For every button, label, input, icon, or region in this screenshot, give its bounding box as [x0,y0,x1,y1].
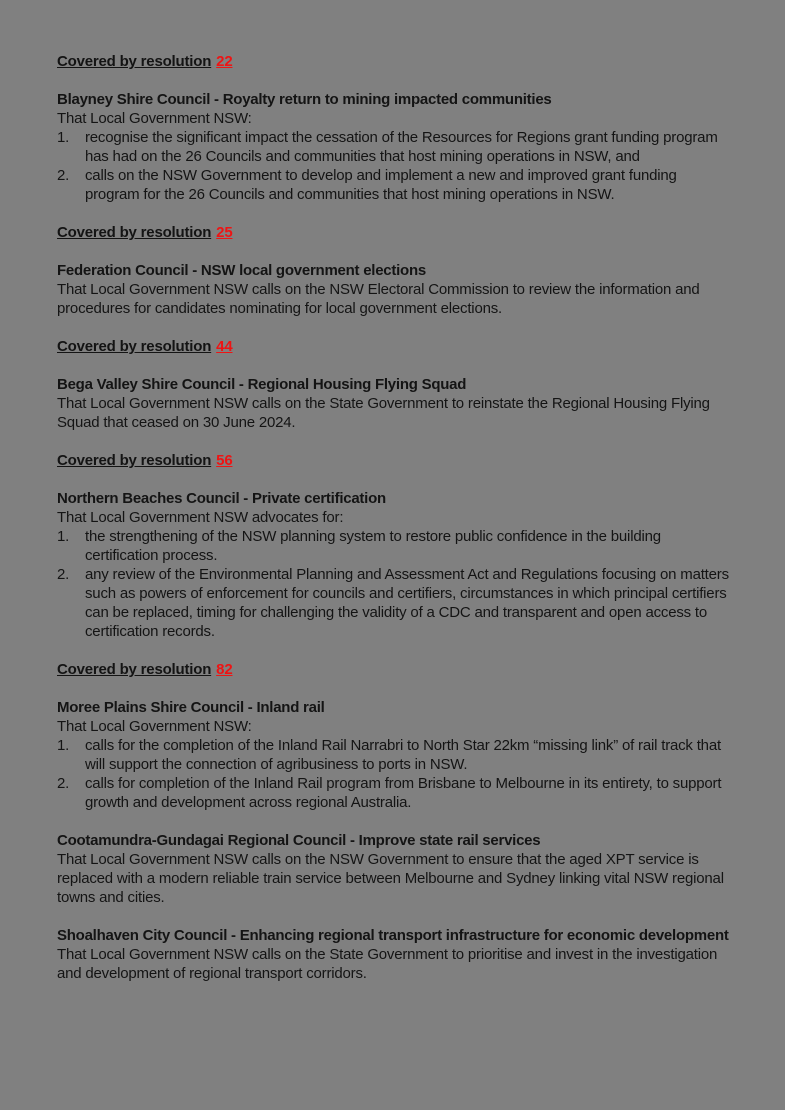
motion-heading: Shoalhaven City Council - Enhancing regional transport infrastructure for economic development [57,927,729,944]
motion-heading: Bega Valley Shire Council - Regional Housing Flying Squad [57,376,467,393]
motion-section [57,489,733,641]
motion-section [57,375,733,432]
list-item-text: the strengthening of the NSW planning system to restore public confidence in the building certification process. [85,528,661,564]
motion-paragraph: That Local Government NSW advocates for: [57,509,344,526]
list-item-number: 1. [57,737,70,754]
motion-section [57,261,733,318]
resolution-number-link: 82 [216,661,233,678]
list-item-number: 2. [57,167,70,184]
covered-by-resolution-link[interactable] [57,451,733,470]
list-item-text: recognise the significant impact the cessation of the Resources for Regions grant funding program has had on the 26 Councils and communities that host mining operations in NSW, and [85,129,718,165]
list-item-number: 1. [57,528,70,545]
resolution-link-label: Covered by resolution [57,53,212,70]
motion-list-item [57,565,733,641]
covered-by-resolution-link[interactable] [57,337,733,356]
resolution-number-link: 25 [216,224,233,241]
motion-section [57,831,733,907]
motion-paragraph: That Local Government NSW calls on the State Government to reinstate the Regional Housing Flying Squad that ceased on 30 June 2024. [57,395,710,431]
resolution-link-label: Covered by resolution [57,452,212,469]
motion-list-item [57,128,733,166]
motion-heading: Moree Plains Shire Council - Inland rail [57,699,325,716]
motion-list-item [57,736,733,774]
motion-list-item [57,166,733,204]
motion-paragraph: That Local Government NSW calls on the NSW Government to ensure that the aged XPT service is replaced with a modern reliable train service between Melbourne and Sydney linking vital NSW regional towns and cities. [57,851,724,906]
motion-section [57,698,733,812]
list-item-text: calls for completion of the Inland Rail program from Brisbane to Melbourne in its entirety, to support growth and development across regional Australia. [85,775,722,811]
motion-paragraph: That Local Government NSW calls on the State Government to prioritise and invest in the investigation and development of regional transport corridors. [57,946,718,982]
covered-by-resolution-link[interactable] [57,52,733,71]
resolution-number-link: 44 [216,338,233,355]
resolution-link-label: Covered by resolution [57,338,212,355]
motion-paragraph: That Local Government NSW calls on the NSW Electoral Commission to review the information and procedures for candidates nominating for local government elections. [57,281,700,317]
motion-heading: Northern Beaches Council - Private certification [57,490,386,507]
resolution-number-link: 56 [216,452,233,469]
covered-by-resolution-link[interactable] [57,223,733,242]
list-item-number: 2. [57,775,70,792]
list-item-number: 2. [57,566,70,583]
resolution-link-label: Covered by resolution [57,661,212,678]
motion-list-item [57,774,733,812]
motion-list-item [57,527,733,565]
list-item-text: any review of the Environmental Planning and Assessment Act and Regulations focusing on matters such as powers of enforcement for councils and certifiers, circumstances in which principal certifiers can be replaced, timing for challenging the validity of a CDC and transparent and open access to certification records. [85,566,729,640]
motion-paragraph: That Local Government NSW: [57,718,252,735]
list-item-number: 1. [57,129,70,146]
covered-by-resolution-link[interactable] [57,660,733,679]
list-item-text: calls on the NSW Government to develop and implement a new and improved grant funding program for the 26 Councils and communities that host mining operations in NSW. [85,167,677,203]
resolution-number-link: 22 [216,53,233,70]
motion-heading: Blayney Shire Council - Royalty return to mining impacted communities [57,91,552,108]
motion-heading: Cootamundra-Gundagai Regional Council - Improve state rail services [57,832,541,849]
motion-paragraph: That Local Government NSW: [57,110,252,127]
list-item-text: calls for the completion of the Inland Rail Narrabri to North Star 22km “missing link” of rail track that will support the connection of agribusiness to ports in NSW. [85,737,721,773]
motion-section [57,90,733,204]
document-content [57,52,733,983]
resolution-link-label: Covered by resolution [57,224,212,241]
motion-section [57,926,733,983]
motion-heading: Federation Council - NSW local government elections [57,262,426,279]
